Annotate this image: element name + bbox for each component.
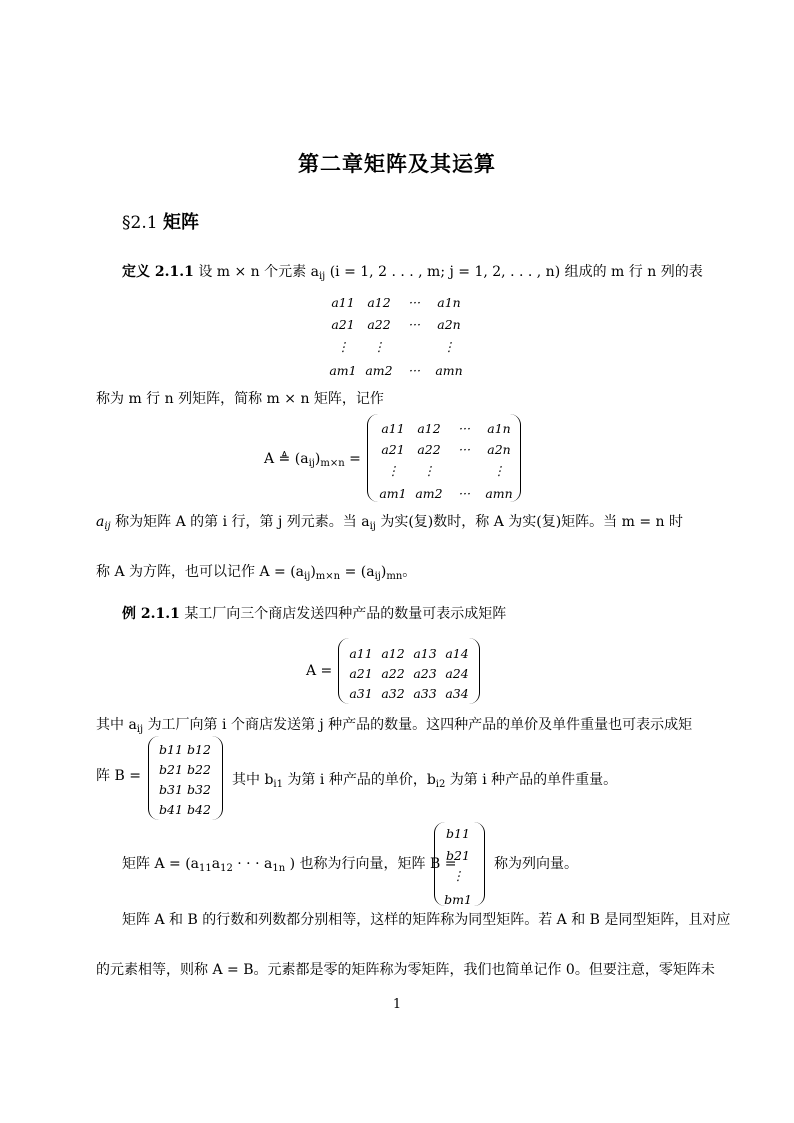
vector-cell: b21 xyxy=(446,848,470,863)
closing-line-1: 矩阵 A 和 B 的行数和列数都分别相等，这样的矩阵称为同型矩阵。若 A 和 B 是同型矩阵，且对应 xyxy=(122,912,731,928)
array-cell: ⋮ xyxy=(442,339,456,354)
matrix-cell: a13 xyxy=(413,646,437,661)
example-label: 例 2.1.1 xyxy=(122,606,180,622)
matrix-cell: ⋮ xyxy=(422,463,436,478)
matrix-cell: a11 xyxy=(381,421,405,436)
column-vector-text: 称为列向量。 xyxy=(494,856,578,872)
vector-cell: bm1 xyxy=(444,892,472,907)
A-def-rest: ) xyxy=(314,451,321,467)
explain-1-text: 称为矩阵 A 的第 i 行，第 j 列元素。当 a xyxy=(115,514,370,530)
array-cell: ··· xyxy=(409,295,421,310)
vector-cell: b11 xyxy=(446,826,470,841)
matrix-cell: b41 xyxy=(159,802,183,817)
definition-intro: 设 m × n 个元素 a xyxy=(198,264,319,280)
section-heading xyxy=(122,214,199,232)
array-cell: a11 xyxy=(331,295,355,310)
matrix-cell: am1 xyxy=(379,486,407,501)
A-def-eq: = xyxy=(349,451,361,467)
array-cell: ··· xyxy=(409,317,421,332)
matrix-cell: amn xyxy=(485,486,513,501)
matrix-cell: b21 xyxy=(159,762,183,777)
matrix-cell: a22 xyxy=(381,666,405,681)
matrix-cell: a23 xyxy=(413,666,437,681)
explain-line-1: $a_{ij}$ 称为矩阵 A 的第 i 行，第 j 列元素。当 $a_{ij}$ 为实(复)数时，称 A 为实(复)矩阵。当 m = n 时 xyxy=(96,514,684,532)
matrix-cell: b32 xyxy=(187,782,211,797)
array-cell: a1n xyxy=(437,295,461,310)
matrix-cell: a1n xyxy=(487,421,511,436)
matrix-cell: a12 xyxy=(417,421,441,436)
matrix-cell: a22 xyxy=(417,442,441,457)
matrix-cell: ··· xyxy=(459,421,471,436)
matrix-cell: a12 xyxy=(381,646,405,661)
array-cell: ··· xyxy=(409,363,421,378)
matrix-cell: a31 xyxy=(349,686,373,701)
definition-label: 定义 2.1.1 xyxy=(122,264,194,280)
closing-line-2: 的元素相等，则称 A = B。元素都是零的矩阵称为零矩阵，我们也简单记作 0。但要注意，零矩阵未 xyxy=(96,962,715,978)
matrix-cell: b31 xyxy=(159,782,183,797)
array-cell: a22 xyxy=(367,317,391,332)
array-cell: ⋮ xyxy=(336,339,350,354)
array-generic xyxy=(326,295,466,380)
definition-intro-rest: (i = 1, 2 . . . , m; j = 1, 2, . . . , n) 组成的 m 行 n 列的表 xyxy=(329,264,703,280)
example-text: 某工厂向三个商店发送四种产品的数量可表示成矩阵 xyxy=(184,606,507,622)
matrix-cell: a2n xyxy=(487,442,511,457)
matrix-cell: a34 xyxy=(445,686,469,701)
A-def-sub: ij xyxy=(308,458,315,469)
A-equals: A = xyxy=(306,663,333,679)
array-cell: ⋮ xyxy=(372,339,386,354)
B-equals: 阵 B = xyxy=(96,768,141,784)
vectors-line: 矩阵 $A = (a_{11}a_{12}$ · · · $a_{1n}$ ) 也称为行向量，矩阵 B = xyxy=(122,856,457,874)
matrix-cell: ⋮ xyxy=(386,463,400,478)
matrix-cell: a21 xyxy=(349,666,373,681)
matrix-cell: a14 xyxy=(445,646,469,661)
array-cell: a21 xyxy=(331,317,355,332)
matrix-cell: ⋮ xyxy=(492,463,506,478)
definition-intro-sub: ij xyxy=(318,271,326,282)
example-after-2: 其中 $b_{i1}$ 为第 i 种产品的单价，$b_{i2}$ 为第 i 种产品的单件重量。 xyxy=(232,772,618,790)
matrix-cell: b11 xyxy=(159,742,183,757)
matrix-A-example xyxy=(344,646,474,706)
matrix-cell: ··· xyxy=(459,486,471,501)
chapter-title: 第二章矩阵及其运算 xyxy=(298,151,496,176)
matrix-cell: b22 xyxy=(187,762,211,777)
matrix-cell: b42 xyxy=(187,802,211,817)
explain-line-2: 称 A 为方阵，也可以记作 $A = (a_{ij})_{m\times n} = (a_{ij})_{mn}$。 xyxy=(96,564,417,582)
array-cell: amn xyxy=(435,363,463,378)
matrix-cell: am2 xyxy=(415,486,443,501)
array-cell: am2 xyxy=(365,363,393,378)
column-vector-B xyxy=(441,826,479,908)
definition-continue: 称为 m 行 n 列矩阵，简称 m × n 矩阵，记作 xyxy=(96,391,384,407)
vector-cell: ⋮ xyxy=(451,868,465,883)
matrix-A-general xyxy=(376,421,516,501)
array-cell: am1 xyxy=(329,363,357,378)
example-after-1: 其中 $a_{ij}$ 为工厂向第 i 个商店发送第 j 种产品的数量。这四种产品的单价及单件重量也可表示成矩 xyxy=(96,717,693,735)
definition-line xyxy=(122,264,703,282)
example-line xyxy=(122,607,506,621)
array-cell: a2n xyxy=(437,317,461,332)
section-number: §2.1 xyxy=(122,213,158,233)
matrix-cell: a24 xyxy=(445,666,469,681)
matrix-cell: b12 xyxy=(187,742,211,757)
matrix-cell: a21 xyxy=(381,442,405,457)
array-cell: a12 xyxy=(367,295,391,310)
matrix-cell: a32 xyxy=(381,686,405,701)
explain-1-sub: ij xyxy=(369,521,376,532)
matrix-cell: ··· xyxy=(459,442,471,457)
section-name: 矩阵 xyxy=(162,212,199,233)
A-def-sub2: m×n xyxy=(320,458,345,469)
matrix-cell: a11 xyxy=(349,646,373,661)
matrix-B-example xyxy=(154,742,220,822)
matrix-A-definition xyxy=(264,451,361,469)
matrix-cell: a33 xyxy=(413,686,437,701)
page-number: 1 xyxy=(392,997,402,1012)
explain-1-rest: 为实(复)数时，称 A 为实(复)矩阵。当 m = n 时 xyxy=(380,514,684,530)
A-def-text: A ≜ (a xyxy=(264,451,309,467)
